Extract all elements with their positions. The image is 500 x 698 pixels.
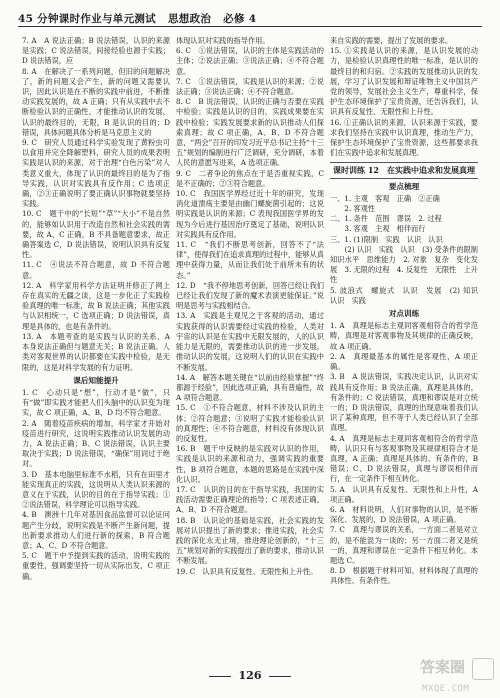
page-number: 126 <box>0 669 500 682</box>
answer-columns <box>22 36 486 668</box>
header-subject: 思想政治 <box>167 13 212 25</box>
watermark-top-text: 答案圈 <box>420 658 466 676</box>
column-right <box>330 36 486 668</box>
answer-paragraph: 7. C ①说法错误，实践是认识的来源；②说法正确；③说法正确；④不符合题意。 <box>176 76 324 97</box>
header-book: 必修 4 <box>223 13 257 25</box>
answer-paragraph: 3. D 基本电脑里标准不水稻，只有在田里才能实现真正的实践，这说明从人类认识来源的意义在于实践，认识的目的在于指导实践；①②说法错误，科学理论可以指导实践。 <box>22 469 170 510</box>
answer-paragraph: 18. B 认识论的基础是实践，社会实践的发展对认识提出了新的要求；推进实践，社会实践的深化永无止境，推进理论创新的，“十三五”规划对新的实践提出了新的要求，推动认识不断发展。 <box>176 515 324 566</box>
answer-paragraph: 三、1. (1)限制 实践 认识 认识 <box>330 234 443 244</box>
answer-paragraph: 5. A 认识具有反复性、无限性和上升性，A 项正确。 <box>330 484 478 504</box>
answer-paragraph: 8. D 根据题干材料可知，材料体现了真理的具体性、有条件性。 <box>330 566 478 586</box>
answer-paragraph: 12. D “我不停地思考创新，回答已经让我们已经让我们发现了新的魔术表演更能保证。”说明是思考与实践相结合。 <box>176 280 324 311</box>
answer-paragraph: 7. A A 说法正确；B 说法错误，认识的来源是实践；C 说法错误，间接经验也源于实践；D 说法错误，应 <box>22 36 170 66</box>
answer-paragraph: 8. C B 说法错误，认识的正确与否要在实践中检验；实践是认识的目的，实践成果要在实践中检验；实践发展要求新的认识推动人们探索真理；故 C 项正确，A、B、D 不符合题意，“两会”召开的印发习近平总书记主持“十三五”规划的编制进行广泛调研，充分调研，本着人民的意愿写进来，A 选项正确。 <box>176 97 324 168</box>
section-heading: 对点训练 <box>388 309 420 319</box>
watermark-box-icon <box>472 658 494 680</box>
header-series: 45 分钟课时作业与单元测试 <box>18 13 156 25</box>
answer-paragraph: 17. C 认识的目的在于指导实践，我国的实践活动需要正确理论的指导；C 项表述正确，A、B、D 不符合题意。 <box>176 484 324 515</box>
answer-paragraph: 10. C 我国医学界经过近十年的研究，发现消化道溃疡主要是由幽门螺旋菌引起的；这说明实践是认识的来源；C 表现我国医学界的发现为今后进行基因治疗奠定了基础，说明认识对实践具有反作用。 <box>176 189 324 239</box>
answer-paragraph: 2. A 真理最基本的属性是客观性，A 项正确。 <box>330 351 478 372</box>
answer-paragraph: 5. 波浪式 螺旋式 认识 发展 (2) 知识 认识 实践 <box>330 285 486 305</box>
answer-paragraph: 12. A 科学家用科学方法证明并修正了网上存在真实的无疆之谈，这是一步化正了实践检验真理的唯一标准，故 B 说法正确；其他实践与认识相统一，C 选项正确；D 说法错误，真理是具体的，也是有条件的。 <box>22 280 170 331</box>
answer-paragraph: 11. C “我们不断思考创新，回答不了“法律”，使得我们在追求真理的过程中，能够从真理中获得力量，从而让我们处于前所未有的状态。” <box>176 240 324 280</box>
answer-paragraph: 二、1. 条件 范围 谬误 2. 过程 <box>330 214 442 224</box>
section-heading: 要点梳理 <box>388 181 420 191</box>
answer-paragraph: 16. ①正确认识的来源，认识来源于实践，要求我们坚持在实践中认识真理，推动生产力，保护生态环境保护了宝贵资源，这些都要求我们在实践中追求和发展真理。 <box>330 117 478 158</box>
answer-paragraph: 一、1. 主观 客观 正确 ②正确 <box>330 193 440 203</box>
site-watermark-logo <box>420 656 494 694</box>
answer-paragraph: 6. A 材料说明，人们对事物的认识，是不断深化、发展的，D 说法错误，A 项正确。 <box>330 504 478 525</box>
answer-paragraph: 15. C ①不符合题意，材料不涉及认识的主体；②符合题意；③说明了实践才能检验认识的真理性；④不符合题意，材料没有体现认识的反复性。 <box>176 403 324 443</box>
answer-paragraph: 11. C ④说法不符合题意，故 D 不符合题意。 <box>22 260 170 280</box>
running-header <box>18 6 482 27</box>
answer-paragraph: 3. 客观 主观 相伴而行 <box>330 224 426 234</box>
answer-paragraph: 4. B 澳洲十几年对基因食品监督可以论证问题产生分歧，说明实践是不断产生新问题，提出新要求推动人们进行新的探索，B 符合题意；A、C、D 不符合题意。 <box>22 510 170 550</box>
answer-paragraph: 1. C 心动只是“想”，行动才是“做”，只有“做”即实践才能把人们头脑中的认识变为现实，故 C 项正确，A、B、D 均不符合题意。 <box>22 387 170 418</box>
answer-paragraph: 体现认识对实践的指导作用。 <box>176 36 270 45</box>
answer-paragraph: 3. B A 说法错误，实践决定认识，认识对实践具有反作用；B 说法正确，真理是具体的，有条件的；C 说法错误，真理和谬误是对立统一的；D 说法错误，真理的出现意味着我们认识了某种真理，但不等于人类已经认识了全部真理。 <box>330 372 478 433</box>
answer-paragraph: 5. C 题干中予提到实践的活动，说明实践的重要性，强调要坚持一切从实际出发，C 项正确。 <box>22 551 170 581</box>
answer-paragraph: 9. C 研究人员通过科学实验发现了黄粉虫可以食用并完全降解塑料，研究人员的成果表明实践是认识的来源，对于治理“白色污染”对人类意义重大，体现了认识的最终目的是为了指导实践，认识对实践具有反作用；C 选项正确，②③正确说明了要正确认识事物就要坚持实践。 <box>22 138 170 209</box>
answer-paragraph: 16. B 题干中反映的是实践对认识的作用，实践是认识的来源和动力，强调实践的重要性，B 项符合题意，本题的思路是在实践中深化认识。 <box>176 444 324 484</box>
answer-paragraph: 2. 客观性 <box>330 204 376 214</box>
answer-paragraph: (2) 认识 实践 认识 (3) 受条件的限制 知识水平 思维能力 2. 对象 复杂 变化发展 3. 无限的过程 4. 反复性 无限性 上升性 <box>330 244 486 285</box>
answer-paragraph: 8. A 在解决了一系列问题，但旧的问题解决了，新的问题又会产生，新的问题又需要认识，因此认识是在不断的实践中前进，不断推动实践发展的，故 A 正确；只有从实践中去不断检验认识的正确性，才能推动认识的发展，认识的最终目的，无限，B 是认识的目的；D 错误，具体问题具体分析是马克思主义的 <box>22 66 170 137</box>
column-middle <box>176 36 324 668</box>
answer-paragraph: 4. A 真理是标志主观同客观相符合的哲学范畴，认识只有与客观事物及其规律相符合才是真理，A 正确；真理是具体的、有条件的，B 错误；C、D 说法错误，真理与谬误相伴而行，在一定条件下相互转化。 <box>330 433 478 484</box>
lesson-title: 课时训练 12 在实践中追求和发展真理 <box>330 162 478 178</box>
answer-paragraph: 19. C 认识具有反复性、无限性和上升性。 <box>176 566 318 576</box>
answer-paragraph: 2. A 随着疫苗疾病的增加，科学家才开始对疫苗进行研究，这说明实践推动认识发展的动力，A 说法正确；B、C 说法错误，认识主要取决于实践；D 说法错误，“确保”用词过于绝对。 <box>22 418 170 469</box>
answer-paragraph: 13. A 实践是主观见之于客观的活动，通过实践获得的认识需要经过实践的检验，人类对宇宙的认识是在实践中无限发展的，人的认识能力是无限的，需要推动认识的进一步发展，推动认识的发展，这说明人们的认识在实践中不断发展。 <box>176 311 324 372</box>
section-heading: 课后知能提升 <box>73 375 119 385</box>
answer-paragraph: 7. C 真理与谬误的关系，一方面二者是对立的，是不能混为一谈的；另一方面二者又是统一的，真理和谬误在一定条件下相互转化。本题选 C。 <box>330 525 478 565</box>
answer-paragraph: 6. C ①说法错误，认识的主体是实践活动的主体；②说法正确；③说法正确；④不符合题意。 <box>176 46 324 76</box>
column-left <box>22 36 170 668</box>
watermark-bottom-text: MXQE.COM <box>422 684 470 694</box>
answer-paragraph: 1. A 真理是标志主观同客观相符合的哲学范畴，真理是对客观事物及其规律的正确反映，故 A 项正确。 <box>330 321 478 351</box>
answer-paragraph: 9. C 二者争论的焦点在于是否重视实践，C 是不正确的；②③符合题意。 <box>176 168 324 188</box>
answer-paragraph: 13. A 本题考查的是实践与认识的关系，A 本身说法正确但与题意无关；B 说法正确。人类对客观世界的认识都要在实践中检验，是无限的，这是对科学发展的有力证明。 <box>22 331 170 372</box>
answer-paragraph: 10. C 题干中的“长短”“草”“大小”不是自然的，能够如认识用于改造自然和社会实践的需要，故 A、C 正确，B 不具备题意要求，故正确答案选 C，D 说法错误，说明认识具有反复性。 <box>22 209 170 260</box>
answer-paragraph: 15. ①实践是认识的来源，是认识发展的动力，是检验认识真理性的唯一标准，是认识的最终目的和归宿。②实践的发展推动认识的发展，学习了认识发展和辩证唯物主义中国共产党的领导，发展社会主义生产，尊重科学，保护生态环境保护了宝贵资源，还告诉我们，认识具有反复性、无限性和上升性。 <box>330 46 478 117</box>
answer-paragraph: 来自实践的需要，提出了发展的要求。 <box>330 36 453 45</box>
answer-paragraph: 14. A 解答本题关键在“以前由经验掌握”“终都源于经验”，因此选项正确，具有普遍性，故 A 项符合题意。 <box>176 372 324 403</box>
